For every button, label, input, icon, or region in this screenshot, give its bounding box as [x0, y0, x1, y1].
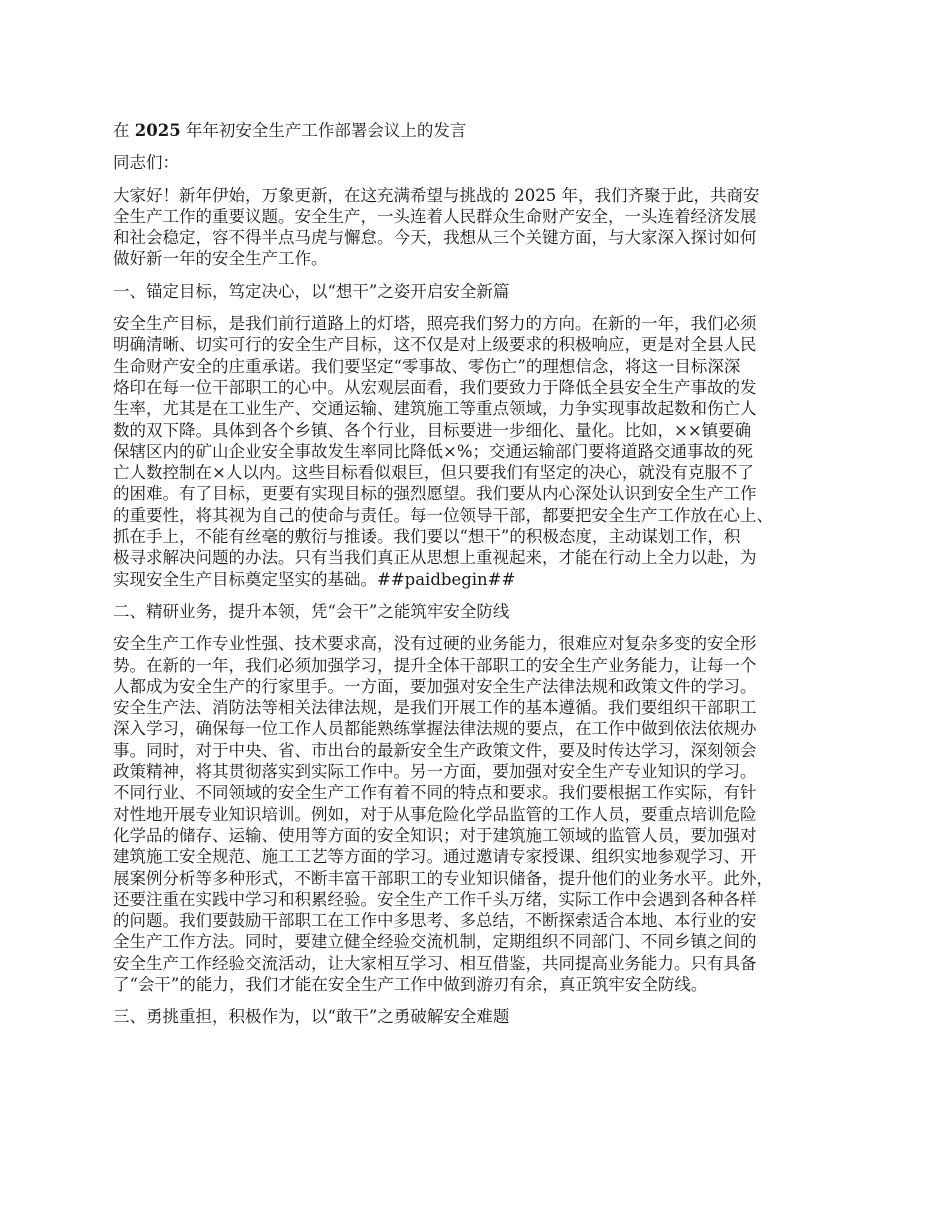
paragraph-line: 对性地开展专业知识培训。例如，对于从事危险化学品监管的工作人员，要重点培训危险 [113, 804, 757, 824]
paragraph-line: 深入学习，确保每一位工作人员都能熟练掌握法律法规的要点，在工作中做到依法依规办 [113, 719, 757, 739]
paragraph-line: 全生产工作的重要议题。安全生产，一头连着人民群众生命财产安全，一头连着经济发展 [113, 206, 757, 226]
paragraph-line: 事。同时，对于中央、省、市出台的最新安全生产政策文件，要及时传达学习，深刻领会 [113, 740, 757, 760]
title-prefix: 在 [113, 121, 135, 140]
paragraph-line: 人都成为安全生产的行家里手。一方面，要加强对安全生产法律法规和政策文件的学习。 [113, 676, 757, 696]
paragraph-line: 不同行业、不同领域的安全生产工作有着不同的特点和要求。我们要根据工作实际，有针 [113, 783, 757, 803]
title-suffix: 年年初安全生产工作部署会议上的发言 [180, 121, 467, 140]
paragraph-line: 烙印在每一位干部职工的心中。从宏观层面看，我们要致力于降低全县安全生产事故的发 [113, 377, 757, 397]
paragraph-line: 的困难。有了目标，更要有实现目标的强烈愿望。我们要从内心深处认识到安全生产工作 [113, 484, 757, 504]
paragraph-line: 生率，尤其是在工业生产、交通运输、建筑施工等重点领域，力争实现事故起数和伤亡人 [113, 399, 757, 419]
greeting-paragraph [113, 152, 853, 173]
paragraph-line: 建筑施工安全规范、施工工艺等方面的学习。通过邀请专家授课、组织实地参观学习、开 [113, 847, 757, 867]
section-1-paragraph [113, 313, 853, 590]
paragraph-line: 抓在手上，不能有丝毫的敷衍与推诿。我们要以“想干”的积极态度，主动谋划工作，积 [113, 527, 741, 547]
paragraph-line: 实现安全生产目标奠定坚实的基础。##paidbegin## [113, 569, 516, 589]
intro-paragraph [113, 185, 853, 270]
paragraph-line: 化学品的储存、运输、使用等方面的安全知识；对于建筑施工领域的监管人员，要加强对 [113, 825, 757, 845]
paragraph-line: 数的双下降。具体到各个乡镇、各个行业，目标要进一步细化、量化。比如，××镇要确 [113, 420, 752, 440]
section-1-heading-block [113, 281, 853, 302]
paragraph-line: 亡人数控制在×人以内。这些目标看似艰巨，但只要我们有坚定的决心，就没有克服不了 [113, 463, 754, 483]
paragraph-line: 安全生产法、消防法等相关法律法规，是我们开展工作的基本遵循。我们要组织干部职工 [113, 698, 757, 718]
paragraph-line: 安全生产工作经验交流活动，让大家相互学习、相互借鉴，共同提高业务能力。只有具备 [113, 953, 757, 973]
section-2-paragraph [113, 633, 853, 995]
paragraph-line: 极寻求解决问题的办法。只有当我们真正从思想上重视起来，才能在行动上全力以赴，为 [113, 548, 757, 568]
document-page [113, 120, 853, 1039]
paragraph-line: 做好新一年的安全生产工作。 [113, 249, 328, 269]
paragraph-line: 大家好！新年伊始，万象更新，在这充满希望与挑战的 2025 年，我们齐聚于此，共商安 [113, 185, 760, 205]
section-3-heading-block [113, 1006, 853, 1027]
paragraph-line: 的重要性，将其视为自己的使命与责任。每一位领导干部，都要把安全生产工作放在心上、 [113, 505, 773, 525]
section-2-heading: 二、精研业务，提升本领，凭“会干”之能筑牢安全防线 [113, 601, 510, 621]
paragraph-line: 全生产工作方法。同时，要建立健全经验交流机制，定期组织不同部门、不同乡镇之间的 [113, 932, 757, 952]
paragraph-line: 明确清晰、切实可行的安全生产目标，这不仅是对上级要求的积极响应，更是对全县人民 [113, 335, 757, 355]
paragraph-line: 了“会干”的能力，我们才能在安全生产工作中做到游刃有余，真正筑牢安全防线。 [113, 974, 708, 994]
paragraph-line: 展案例分析等多种形式，不断丰富干部职工的专业知识储备，提升他们的业务水平。此外， [113, 868, 773, 888]
paragraph-line: 和社会稳定，容不得半点马虎与懈怠。今天，我想从三个关键方面，与大家深入探讨如何 [113, 228, 757, 248]
section-3-heading: 三、勇挑重担，积极作为，以“敢干”之勇破解安全难题 [113, 1007, 510, 1027]
section-1-heading: 一、锚定目标，笃定决心，以“想干”之姿开启安全新篇 [113, 281, 510, 301]
paragraph-line: 安全生产目标，是我们前行道路上的灯塔，照亮我们努力的方向。在新的一年，我们必须 [113, 314, 757, 334]
paragraph-line: 还要注重在实践中学习和积累经验。安全生产工作千头万绪，实际工作中会遇到各种各样 [113, 889, 757, 909]
paragraph-line: 生命财产安全的庄重承诺。我们要坚定“零事故、零伤亡”的理想信念，将这一目标深深 [113, 356, 741, 376]
title-year: 2025 [134, 121, 181, 140]
paragraph-line: 的问题。我们要鼓励干部职工在工作中多思考、多总结，不断探索适合本地、本行业的安 [113, 911, 757, 931]
paragraph-line: 势。在新的一年，我们必须加强学习，提升全体干部职工的安全生产业务能力，让每一个 [113, 655, 757, 675]
greeting: 同志们： [113, 153, 179, 173]
document-title [113, 120, 853, 141]
paragraph-line: 政策精神，将其贯彻落实到实际工作中。另一方面，要加强对安全生产专业知识的学习。 [113, 762, 757, 782]
paragraph-line: 安全生产工作专业性强、技术要求高，没有过硬的业务能力，很难应对复杂多变的安全形 [113, 634, 757, 654]
paragraph-line: 保辖区内的矿山企业安全事故发生率同比降低×%；交通运输部门要将道路交通事故的死 [113, 441, 754, 461]
section-2-heading-block [113, 601, 853, 622]
